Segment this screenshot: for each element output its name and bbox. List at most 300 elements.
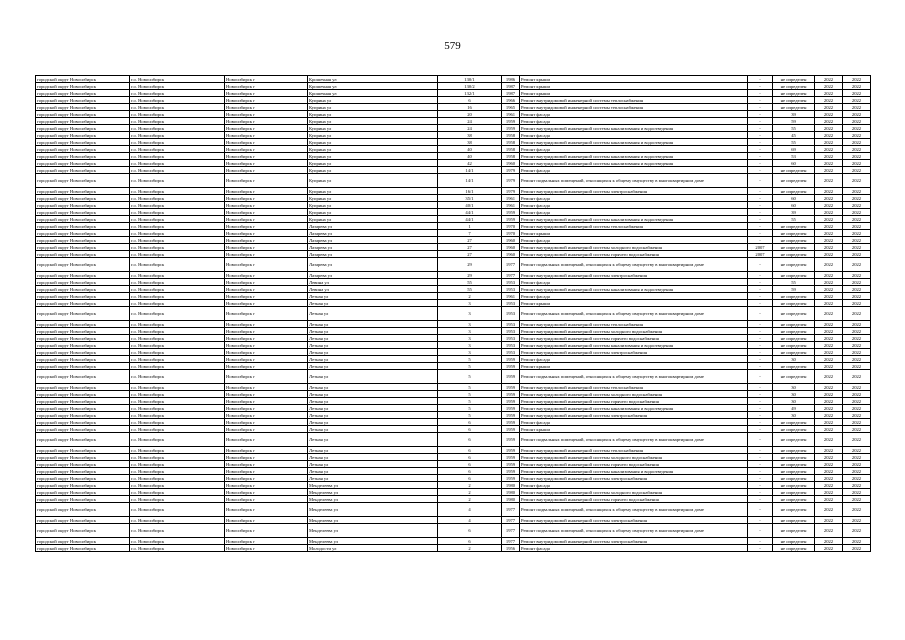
go-cell: г.о. Новосибирск — [130, 475, 225, 482]
build-year-cell: 1960 — [502, 237, 520, 244]
street-cell: Летная ул — [308, 461, 438, 468]
house-number-cell: 5 — [438, 398, 502, 405]
last-repair-year-cell: - — [748, 468, 773, 475]
build-year-cell: 1958 — [502, 139, 520, 146]
work-type-cell: Ремонт фасада — [520, 293, 748, 300]
end-year-cell: 2022 — [843, 237, 871, 244]
start-year-cell: 2022 — [815, 195, 843, 202]
go-cell: г.о. Новосибирск — [130, 125, 225, 132]
end-year-cell: 2022 — [843, 454, 871, 461]
start-year-cell: 2022 — [815, 426, 843, 433]
cost-cell: 55 — [773, 279, 815, 286]
cost-cell: не определен — [773, 272, 815, 279]
start-year-cell: 2022 — [815, 328, 843, 335]
house-number-cell: 6 — [438, 426, 502, 433]
table-row — [36, 76, 871, 83]
work-type-cell: Ремонт фасада — [520, 111, 748, 118]
go-cell: г.о. Новосибирск — [130, 468, 225, 475]
street-cell: Куприна ул — [308, 118, 438, 125]
table-row — [36, 503, 871, 517]
okrug-cell: городской округ Новосибирск — [36, 132, 130, 139]
okrug-cell: городской округ Новосибирск — [36, 433, 130, 447]
start-year-cell: 2022 — [815, 153, 843, 160]
house-number-cell: 3 — [438, 342, 502, 349]
last-repair-year-cell: - — [748, 419, 773, 426]
house-number-cell: 27 — [438, 237, 502, 244]
start-year-cell: 2022 — [815, 160, 843, 167]
city-cell: Новосибирск г — [225, 209, 308, 216]
work-type-cell: Ремонт крыши — [520, 363, 748, 370]
last-repair-year-cell: - — [748, 363, 773, 370]
build-year-cell: 1959 — [502, 391, 520, 398]
go-cell: г.о. Новосибирск — [130, 251, 225, 258]
go-cell: г.о. Новосибирск — [130, 489, 225, 496]
okrug-cell: городской округ Новосибирск — [36, 146, 130, 153]
okrug-cell: городской округ Новосибирск — [36, 286, 130, 293]
start-year-cell: 2022 — [815, 272, 843, 279]
cost-cell: 55 — [773, 216, 815, 223]
build-year-cell: 1959 — [502, 412, 520, 419]
build-year-cell: 1959 — [502, 125, 520, 132]
work-type-cell: Ремонт внутридомовой инженерной системы горячего водоснабжения — [520, 496, 748, 503]
last-repair-year-cell: - — [748, 517, 773, 524]
build-year-cell: 1980 — [502, 482, 520, 489]
start-year-cell: 2022 — [815, 517, 843, 524]
end-year-cell: 2022 — [843, 356, 871, 363]
end-year-cell: 2022 — [843, 258, 871, 272]
build-year-cell: 1979 — [502, 188, 520, 195]
start-year-cell: 2022 — [815, 356, 843, 363]
house-number-cell: 55 — [438, 286, 502, 293]
okrug-cell: городской округ Новосибирск — [36, 167, 130, 174]
start-year-cell: 2022 — [815, 496, 843, 503]
go-cell: г.о. Новосибирск — [130, 384, 225, 391]
cost-cell: не определен — [773, 321, 815, 328]
last-repair-year-cell: - — [748, 286, 773, 293]
cost-cell: 69 — [773, 146, 815, 153]
cost-cell: не определен — [773, 419, 815, 426]
city-cell: Новосибирск г — [225, 545, 308, 552]
go-cell: г.о. Новосибирск — [130, 496, 225, 503]
last-repair-year-cell: - — [748, 335, 773, 342]
cost-cell: не определен — [773, 524, 815, 538]
okrug-cell: городской округ Новосибирск — [36, 321, 130, 328]
house-number-cell: 1 — [438, 223, 502, 230]
cost-cell: не определен — [773, 293, 815, 300]
end-year-cell: 2022 — [843, 90, 871, 97]
street-cell: Крошечная ул — [308, 90, 438, 97]
okrug-cell: городской округ Новосибирск — [36, 447, 130, 454]
go-cell: г.о. Новосибирск — [130, 160, 225, 167]
table-row — [36, 349, 871, 356]
house-number-cell: 6 — [438, 454, 502, 461]
okrug-cell: городской округ Новосибирск — [36, 356, 130, 363]
cost-cell: не определен — [773, 83, 815, 90]
go-cell: г.о. Новосибирск — [130, 132, 225, 139]
start-year-cell: 2022 — [815, 209, 843, 216]
work-type-cell: Ремонт фасада — [520, 195, 748, 202]
okrug-cell: городской округ Новосибирск — [36, 496, 130, 503]
city-cell: Новосибирск г — [225, 251, 308, 258]
city-cell: Новосибирск г — [225, 111, 308, 118]
cost-cell: не определен — [773, 545, 815, 552]
end-year-cell: 2022 — [843, 293, 871, 300]
start-year-cell: 2022 — [815, 258, 843, 272]
okrug-cell: городской округ Новосибирск — [36, 76, 130, 83]
go-cell: г.о. Новосибирск — [130, 356, 225, 363]
cost-cell: 30 — [773, 412, 815, 419]
cost-cell: не определен — [773, 489, 815, 496]
build-year-cell: 1979 — [502, 167, 520, 174]
house-number-cell: 6 — [438, 468, 502, 475]
work-type-cell: Ремонт подвальных помещений, относящихся к общему имуществу в многоквартирном доме — [520, 503, 748, 517]
go-cell: г.о. Новосибирск — [130, 454, 225, 461]
work-type-cell: Ремонт внутридомовой инженерной системы канализования и водоотведения — [520, 160, 748, 167]
house-number-cell: 5 — [438, 391, 502, 398]
table-row — [36, 139, 871, 146]
last-repair-year-cell: - — [748, 167, 773, 174]
start-year-cell: 2022 — [815, 524, 843, 538]
go-cell: г.о. Новосибирск — [130, 195, 225, 202]
city-cell: Новосибирск г — [225, 146, 308, 153]
okrug-cell: городской округ Новосибирск — [36, 209, 130, 216]
end-year-cell: 2022 — [843, 538, 871, 545]
house-number-cell: 29 — [438, 272, 502, 279]
table-row — [36, 307, 871, 321]
cost-cell: не определен — [773, 307, 815, 321]
city-cell: Новосибирск г — [225, 125, 308, 132]
go-cell: г.о. Новосибирск — [130, 104, 225, 111]
table-row — [36, 216, 871, 223]
start-year-cell: 2022 — [815, 482, 843, 489]
table-row — [36, 230, 871, 237]
house-number-cell: 132/1 — [438, 90, 502, 97]
city-cell: Новосибирск г — [225, 216, 308, 223]
cost-cell: не определен — [773, 349, 815, 356]
table-row — [36, 104, 871, 111]
start-year-cell: 2022 — [815, 503, 843, 517]
house-number-cell: 38 — [438, 139, 502, 146]
work-type-cell: Ремонт внутридомовой инженерной системы канализования и водоотведения — [520, 286, 748, 293]
house-number-cell: 6 — [438, 97, 502, 104]
go-cell: г.о. Новосибирск — [130, 482, 225, 489]
table-row — [36, 398, 871, 405]
work-type-cell: Ремонт подвальных помещений, относящихся к общему имуществу в многоквартирном доме — [520, 258, 748, 272]
house-number-cell: 24 — [438, 118, 502, 125]
table-row — [36, 482, 871, 489]
city-cell: Новосибирск г — [225, 272, 308, 279]
house-number-cell: 24 — [438, 125, 502, 132]
city-cell: Новосибирск г — [225, 167, 308, 174]
cost-cell: 45 — [773, 132, 815, 139]
start-year-cell: 2022 — [815, 419, 843, 426]
start-year-cell: 2022 — [815, 475, 843, 482]
street-cell: Куприна ул — [308, 139, 438, 146]
last-repair-year-cell: - — [748, 237, 773, 244]
build-year-cell: 1959 — [502, 433, 520, 447]
cost-cell: не определен — [773, 503, 815, 517]
okrug-cell: городской округ Новосибирск — [36, 195, 130, 202]
street-cell: Летная ул — [308, 342, 438, 349]
go-cell: г.о. Новосибирск — [130, 153, 225, 160]
okrug-cell: городской округ Новосибирск — [36, 517, 130, 524]
house-number-cell: 40/1 — [438, 202, 502, 209]
last-repair-year-cell: - — [748, 300, 773, 307]
work-type-cell: Ремонт подвальных помещений, относящихся к общему имуществу в многоквартирном доме — [520, 370, 748, 384]
street-cell: Лазарева ул — [308, 258, 438, 272]
city-cell: Новосибирск г — [225, 286, 308, 293]
cost-cell: 49 — [773, 405, 815, 412]
street-cell: Летная ул — [308, 370, 438, 384]
end-year-cell: 2022 — [843, 76, 871, 83]
start-year-cell: 2022 — [815, 139, 843, 146]
end-year-cell: 2022 — [843, 139, 871, 146]
okrug-cell: городской округ Новосибирск — [36, 111, 130, 118]
cost-cell: не определен — [773, 167, 815, 174]
okrug-cell: городской округ Новосибирск — [36, 349, 130, 356]
end-year-cell: 2022 — [843, 433, 871, 447]
start-year-cell: 2022 — [815, 146, 843, 153]
table-row — [36, 258, 871, 272]
work-type-cell: Ремонт подвальных помещений, относящихся к общему имуществу в многоквартирном доме — [520, 524, 748, 538]
build-year-cell: 1960 — [502, 244, 520, 251]
build-year-cell: 1959 — [502, 209, 520, 216]
end-year-cell: 2022 — [843, 216, 871, 223]
work-type-cell: Ремонт внутридомовой инженерной системы холодного водоснабжения — [520, 454, 748, 461]
go-cell: г.о. Новосибирск — [130, 363, 225, 370]
go-cell: г.о. Новосибирск — [130, 272, 225, 279]
end-year-cell: 2022 — [843, 335, 871, 342]
build-year-cell: 1958 — [502, 132, 520, 139]
street-cell: Левина ул — [308, 286, 438, 293]
go-cell: г.о. Новосибирск — [130, 524, 225, 538]
city-cell: Новосибирск г — [225, 391, 308, 398]
page-number: 579 — [444, 40, 461, 52]
house-number-cell: 14/1 — [438, 167, 502, 174]
city-cell: Новосибирск г — [225, 132, 308, 139]
start-year-cell: 2022 — [815, 104, 843, 111]
okrug-cell: городской округ Новосибирск — [36, 489, 130, 496]
work-type-cell: Ремонт внутридомовой инженерной системы электроснабжения — [520, 538, 748, 545]
cost-cell: 60 — [773, 195, 815, 202]
cost-cell: не определен — [773, 538, 815, 545]
house-number-cell: 6 — [438, 433, 502, 447]
build-year-cell: 1959 — [502, 216, 520, 223]
end-year-cell: 2022 — [843, 104, 871, 111]
end-year-cell: 2022 — [843, 363, 871, 370]
cost-cell: не определен — [773, 244, 815, 251]
street-cell: Куприна ул — [308, 146, 438, 153]
cost-cell: не определен — [773, 461, 815, 468]
street-cell: Летная ул — [308, 363, 438, 370]
last-repair-year-cell: - — [748, 461, 773, 468]
go-cell: г.о. Новосибирск — [130, 293, 225, 300]
cost-cell: не определен — [773, 258, 815, 272]
city-cell: Новосибирск г — [225, 188, 308, 195]
cost-cell: не определен — [773, 517, 815, 524]
end-year-cell: 2022 — [843, 146, 871, 153]
okrug-cell: городской округ Новосибирск — [36, 97, 130, 104]
last-repair-year-cell: - — [748, 174, 773, 188]
last-repair-year-cell: - — [748, 412, 773, 419]
city-cell: Новосибирск г — [225, 139, 308, 146]
start-year-cell: 2022 — [815, 538, 843, 545]
last-repair-year-cell: - — [748, 545, 773, 552]
last-repair-year-cell: - — [748, 307, 773, 321]
cost-cell: не определен — [773, 90, 815, 97]
okrug-cell: городской округ Новосибирск — [36, 524, 130, 538]
go-cell: г.о. Новосибирск — [130, 538, 225, 545]
end-year-cell: 2022 — [843, 412, 871, 419]
table-row — [36, 244, 871, 251]
street-cell: Летная ул — [308, 349, 438, 356]
city-cell: Новосибирск г — [225, 517, 308, 524]
table-row — [36, 174, 871, 188]
street-cell: Куприна ул — [308, 174, 438, 188]
city-cell: Новосибирск г — [225, 90, 308, 97]
cost-cell: не определен — [773, 251, 815, 258]
cost-cell: не определен — [773, 97, 815, 104]
street-cell: Летная ул — [308, 454, 438, 461]
okrug-cell: городской округ Новосибирск — [36, 160, 130, 167]
cost-cell: не определен — [773, 496, 815, 503]
house-number-cell: 2 — [438, 489, 502, 496]
cost-cell: не определен — [773, 76, 815, 83]
go-cell: г.о. Новосибирск — [130, 83, 225, 90]
work-type-cell: Ремонт внутридомовой инженерной системы горячего водоснабжения — [520, 461, 748, 468]
okrug-cell: городской округ Новосибирск — [36, 461, 130, 468]
table-row — [36, 202, 871, 209]
street-cell: Лазарева ул — [308, 223, 438, 230]
okrug-cell: городской округ Новосибирск — [36, 468, 130, 475]
city-cell: Новосибирск г — [225, 433, 308, 447]
last-repair-year-cell: - — [748, 76, 773, 83]
last-repair-year-cell: - — [748, 279, 773, 286]
start-year-cell: 2022 — [815, 405, 843, 412]
table-row — [36, 447, 871, 454]
city-cell: Новосибирск г — [225, 538, 308, 545]
last-repair-year-cell: - — [748, 447, 773, 454]
end-year-cell: 2022 — [843, 160, 871, 167]
last-repair-year-cell: - — [748, 538, 773, 545]
work-type-cell: Ремонт внутридомовой инженерной системы холодного водоснабжения — [520, 489, 748, 496]
cost-cell: не определен — [773, 104, 815, 111]
street-cell: Куприна ул — [308, 153, 438, 160]
go-cell: г.о. Новосибирск — [130, 202, 225, 209]
city-cell: Новосибирск г — [225, 363, 308, 370]
city-cell: Новосибирск г — [225, 300, 308, 307]
street-cell: Летная ул — [308, 475, 438, 482]
last-repair-year-cell: - — [748, 293, 773, 300]
house-number-cell: 2 — [438, 545, 502, 552]
city-cell: Новосибирск г — [225, 153, 308, 160]
end-year-cell: 2022 — [843, 118, 871, 125]
start-year-cell: 2022 — [815, 398, 843, 405]
build-year-cell: 1953 — [502, 307, 520, 321]
table-row — [36, 83, 871, 90]
start-year-cell: 2022 — [815, 237, 843, 244]
work-type-cell: Ремонт внутридомовой инженерной системы канализования и водоотведения — [520, 468, 748, 475]
build-year-cell: 1953 — [502, 286, 520, 293]
house-number-cell: 44/1 — [438, 209, 502, 216]
work-type-cell: Ремонт внутридомовой инженерной системы теплоснабжения — [520, 97, 748, 104]
build-year-cell: 1953 — [502, 349, 520, 356]
table-row — [36, 328, 871, 335]
street-cell: Куприна ул — [308, 97, 438, 104]
go-cell: г.о. Новосибирск — [130, 447, 225, 454]
city-cell: Новосибирск г — [225, 293, 308, 300]
house-number-cell: 40 — [438, 153, 502, 160]
street-cell: Лазарева ул — [308, 237, 438, 244]
work-type-cell: Ремонт внутридомовой инженерной системы электроснабжения — [520, 188, 748, 195]
house-number-cell: 6 — [438, 524, 502, 538]
last-repair-year-cell: - — [748, 83, 773, 90]
city-cell: Новосибирск г — [225, 370, 308, 384]
build-year-cell: 1966 — [502, 97, 520, 104]
cost-cell: не определен — [773, 342, 815, 349]
last-repair-year-cell: - — [748, 503, 773, 517]
start-year-cell: 2022 — [815, 230, 843, 237]
okrug-cell: городской округ Новосибирск — [36, 454, 130, 461]
end-year-cell: 2022 — [843, 545, 871, 552]
start-year-cell: 2022 — [815, 251, 843, 258]
last-repair-year-cell: - — [748, 524, 773, 538]
okrug-cell: городской округ Новосибирск — [36, 405, 130, 412]
go-cell: г.о. Новосибирск — [130, 139, 225, 146]
street-cell: Куприна ул — [308, 111, 438, 118]
table-row — [36, 167, 871, 174]
cost-cell: 30 — [773, 398, 815, 405]
city-cell: Новосибирск г — [225, 426, 308, 433]
cost-cell: не определен — [773, 188, 815, 195]
go-cell: г.о. Новосибирск — [130, 545, 225, 552]
city-cell: Новосибирск г — [225, 349, 308, 356]
last-repair-year-cell: - — [748, 125, 773, 132]
table-row — [36, 545, 871, 552]
table-row — [36, 293, 871, 300]
okrug-cell: городской округ Новосибирск — [36, 545, 130, 552]
end-year-cell: 2022 — [843, 272, 871, 279]
last-repair-year-cell: - — [748, 272, 773, 279]
build-year-cell: 1977 — [502, 503, 520, 517]
street-cell: Куприна ул — [308, 104, 438, 111]
city-cell: Новосибирск г — [225, 328, 308, 335]
table-row — [36, 321, 871, 328]
start-year-cell: 2022 — [815, 286, 843, 293]
cost-cell: 53 — [773, 153, 815, 160]
go-cell: г.о. Новосибирск — [130, 391, 225, 398]
end-year-cell: 2022 — [843, 167, 871, 174]
table-row — [36, 342, 871, 349]
end-year-cell: 2022 — [843, 230, 871, 237]
work-type-cell: Ремонт внутридомовой инженерной системы теплоснабжения — [520, 104, 748, 111]
city-cell: Новосибирск г — [225, 384, 308, 391]
street-cell: Летная ул — [308, 419, 438, 426]
end-year-cell: 2022 — [843, 349, 871, 356]
house-number-cell: 6 — [438, 419, 502, 426]
cost-cell: 55 — [773, 139, 815, 146]
table-row — [36, 489, 871, 496]
last-repair-year-cell: 2007 — [748, 244, 773, 251]
last-repair-year-cell: - — [748, 321, 773, 328]
table-row — [36, 272, 871, 279]
street-cell: Менделеева ул — [308, 482, 438, 489]
work-type-cell: Ремонт фасада — [520, 419, 748, 426]
street-cell: Летная ул — [308, 398, 438, 405]
cost-cell: не определен — [773, 300, 815, 307]
end-year-cell: 2022 — [843, 300, 871, 307]
build-year-cell: 1961 — [502, 111, 520, 118]
